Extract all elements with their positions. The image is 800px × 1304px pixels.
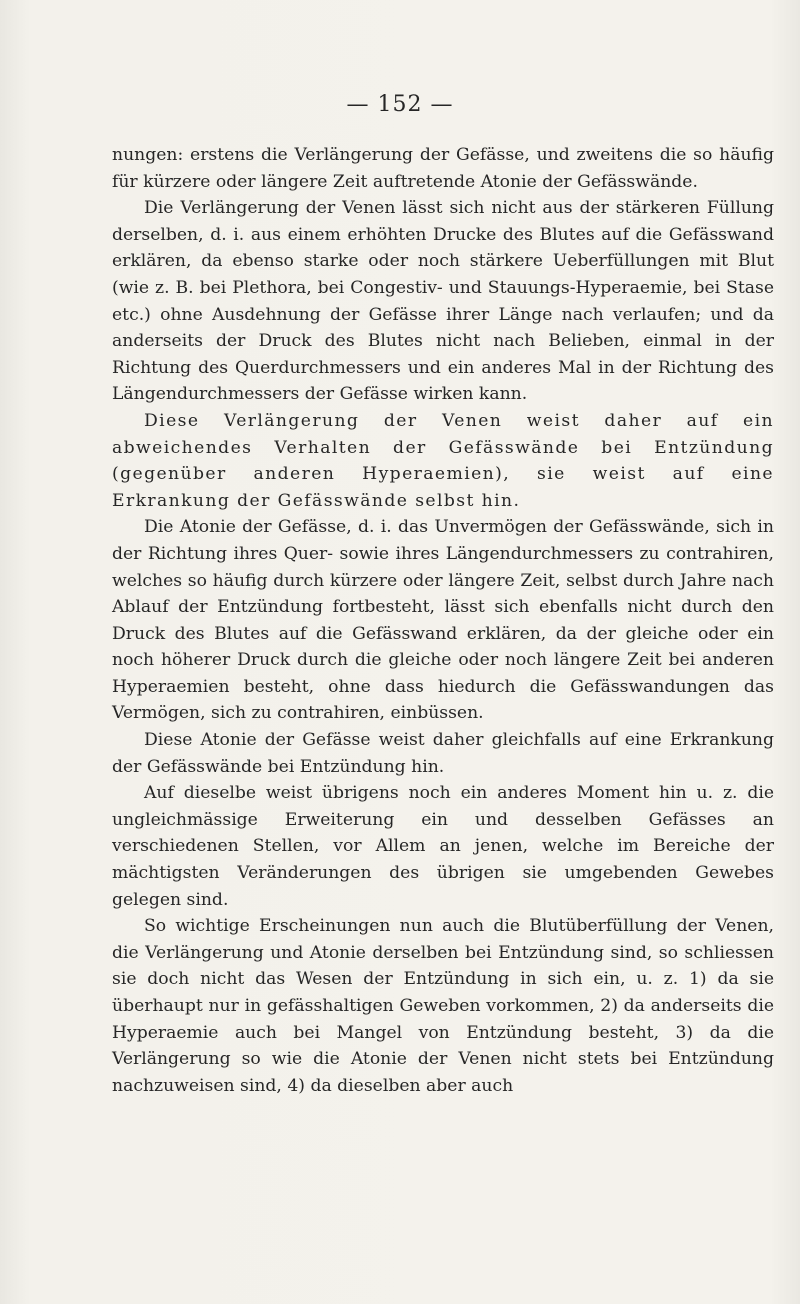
paragraph: nungen: erstens die Verlängerung der Gefässe, und zweitens die so häufig für kürzere oder längere Zeit auftretende Atonie der Gefässwände. xyxy=(112,145,774,192)
body-text xyxy=(112,142,774,1099)
page-number: — 152 — xyxy=(346,92,454,117)
paragraph: Die Verlängerung der Venen lässt sich nicht aus der stärkeren Füllung derselben, d. i. aus einem erhöhten Drucke des Blutes auf die Gefässwand erklären, da ebenso starke oder noch stärkere Ueberfüllungen mit Blut (wie z. B. bei Plethora, bei Congestiv- und Stauungs-Hyperaemie, bei Stase etc.) ohne Ausdehnung der Gefässe ihrer Länge nach verlaufen; und da anderseits der Druck des Blutes nicht nach Belieben, einmal in der Richtung des Querdurchmessers und ein anderes Mal in der Richtung des Längendurchmessers der Gefässe wirken kann. xyxy=(112,198,774,405)
paragraph: Diese Atonie der Gefässe weist daher gleichfalls auf eine Erkrankung der Gefässwände bei Entzündung hin. xyxy=(112,730,774,777)
paragraph: So wichtige Erscheinungen nun auch die Blutüberfüllung der Venen, die Verlängerung und Atonie derselben bei Entzündung sind, so schliessen sie doch nicht das Wesen der Entzündung in sich ein, u. z. 1) da sie überhaupt nur in gefässhaltigen Geweben vorkommen, 2) da anderseits die Hyperaemie auch bei Mangel von Entzündung besteht, 3) da die Verlängerung so wie die Atonie der Venen nicht stets bei Entzündung nachzuweisen sind, 4) da dieselben aber auch xyxy=(112,916,774,1096)
paragraph: Diese Verlängerung der Venen weist daher auf ein abweichendes Verhalten der Gefässwände bei Entzündung (gegenüber anderen Hyperaemien), sie weist auf eine Erkrankung der Gefässwände selbst hin. xyxy=(112,410,774,511)
paragraph: Die Atonie der Gefässe, d. i. das Unvermögen der Gefässwände, sich in der Richtung ihres Quer- sowie ihres Längendurchmessers zu contrahiren, welches so häufig durch kürzere oder längere Zeit, selbst durch Jahre nach Ablauf der Entzündung fortbesteht, lässt sich ebenfalls nicht durch den Druck des Blutes auf die Gefässwand erklären, da der gleiche oder ein noch höherer Druck durch die gleiche oder noch längere Zeit bei anderen Hyperaemien besteht, ohne dass hiedurch die Gefässwandungen das Vermögen, sich zu contrahiren, einbüssen. xyxy=(112,517,774,724)
paragraph: Auf dieselbe weist übrigens noch ein anderes Moment hin u. z. die ungleichmässige Erweiterung ein und desselben Gefässes an verschiedenen Stellen, vor Allem an jenen, welche im Bereiche der mächtigsten Veränderungen des übrigen sie umgebenden Gewebes gelegen sind. xyxy=(112,783,774,910)
